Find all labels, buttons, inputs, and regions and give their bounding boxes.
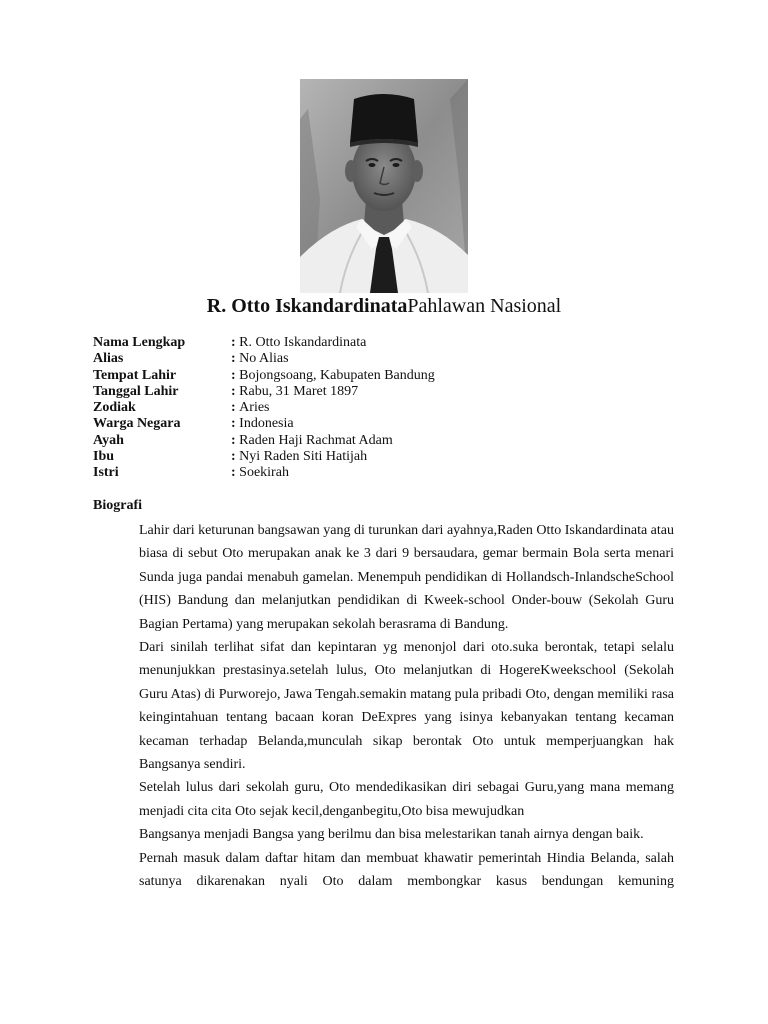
info-row-ibu bbox=[93, 449, 435, 465]
info-value bbox=[231, 368, 435, 384]
bio-paragraph: Setelah lulus dari sekolah guru, Oto mendedikasikan diri sebagai Guru,yang mana memang menjadi cita cita Oto sejak kecil,denganbegitu,Oto bisa mewujudkan bbox=[139, 780, 674, 819]
info-value bbox=[231, 384, 358, 400]
info-label: Warga Negara bbox=[93, 416, 181, 432]
info-label: Zodiak bbox=[93, 400, 136, 416]
separator: : bbox=[231, 367, 240, 383]
info-value bbox=[231, 351, 289, 367]
info-value-text: Indonesia bbox=[239, 416, 294, 432]
info-value-text: Raden Haji Rachmat Adam bbox=[239, 432, 393, 448]
portrait-photo bbox=[300, 79, 468, 293]
info-row-zodiak bbox=[93, 400, 435, 416]
portrait-illustration bbox=[300, 79, 468, 293]
info-value bbox=[231, 465, 289, 481]
title-suffix: Pahlawan Nasional bbox=[407, 295, 562, 317]
info-label: Nama Lengkap bbox=[93, 335, 186, 350]
info-row-tempat-lahir bbox=[93, 368, 435, 384]
separator: : bbox=[231, 351, 240, 367]
info-row-ayah bbox=[93, 433, 435, 449]
separator: : bbox=[231, 383, 240, 399]
info-value-text: Bojongsoang, Kabupaten Bandung bbox=[239, 367, 435, 383]
info-label: Tanggal Lahir bbox=[93, 383, 179, 399]
info-value-text: No Alias bbox=[239, 351, 289, 367]
info-label: Tempat Lahir bbox=[93, 367, 177, 383]
info-row-istri bbox=[93, 465, 435, 481]
separator: : bbox=[231, 416, 240, 432]
info-label: Ayah bbox=[93, 432, 124, 448]
section-heading: Biografi bbox=[93, 498, 142, 513]
separator: : bbox=[231, 465, 240, 481]
bio-paragraph: Bangsanya menjadi Bangsa yang berilmu dan bisa melestarikan tanah airnya dengan baik. bbox=[139, 827, 644, 843]
info-value bbox=[231, 400, 270, 416]
info-value-text: Soekirah bbox=[239, 465, 289, 481]
separator: : bbox=[231, 400, 240, 416]
info-row-alias bbox=[93, 351, 435, 367]
separator: : bbox=[231, 432, 240, 448]
info-row-nama-lengkap bbox=[93, 335, 435, 351]
info-value-text: Rabu, 31 Maret 1897 bbox=[239, 383, 359, 399]
info-value-text: Aries bbox=[239, 400, 270, 416]
separator: : bbox=[231, 449, 240, 465]
info-row-warga-negara bbox=[93, 416, 435, 432]
info-row-tanggal-lahir bbox=[93, 384, 435, 400]
info-value bbox=[231, 449, 367, 465]
bio-paragraph: Dari sinilah terlihat sifat dan kepintaran yg menonjol dari oto.suka berontak, tetapi selalu menunjukkan prestasinya.setelah lulus, Oto melanjutkan di HogereKweekschool (Sekolah Guru Atas) di Purworejo, Jawa Tengah.semakin matang pula pribadi Oto, dengan memiliki rasa keingintahuan tentang bacaan koran DeExpres yang isinya kebanyakan tentang kecaman kecaman terhadap Belanda,munculah sikap berontak Oto untuk memperjuangkan hak Bangsanya sendiri. bbox=[139, 640, 674, 773]
bio-paragraph: Lahir dari keturunan bangsawan yang di turunkan dari ayahnya,Raden Otto Iskandardinata atau biasa di sebut Oto merupakan anak ke 3 dari 9 bersaudara, gemar bermain Bola serta menari Sunda juga pandai menabuh gamelan. Menempuh pendidikan di Hollandsch-InlandscheSchool (HIS) Bandung dan melanjutkan pendidikan di Kweek-school Onder-bouw (Sekolah Guru Bagian Pertama) yang merupakan sekolah berasrama di Bandung. bbox=[139, 523, 674, 632]
info-value-text: Nyi Raden Siti Hatijah bbox=[239, 449, 368, 465]
info-label: Istri bbox=[93, 465, 119, 481]
info-value bbox=[231, 433, 393, 449]
info-value bbox=[231, 335, 366, 351]
biography-body bbox=[139, 519, 674, 917]
title-name: R. Otto Iskandardinata bbox=[206, 295, 408, 317]
separator: : bbox=[231, 335, 240, 350]
page-title bbox=[0, 290, 768, 322]
bio-paragraph: Pernah masuk dalam daftar hitam dan membuat khawatir pemerintah Hindia Belanda, salah satunya dikarenakan nyali Oto dalam membongkar kasus bendungan kemuning bbox=[139, 850, 674, 890]
info-value-text: R. Otto Iskandardinata bbox=[239, 335, 367, 350]
profile-info-list bbox=[93, 335, 435, 482]
info-label: Alias bbox=[93, 351, 124, 367]
info-label: Ibu bbox=[93, 449, 115, 465]
info-value bbox=[231, 416, 294, 432]
